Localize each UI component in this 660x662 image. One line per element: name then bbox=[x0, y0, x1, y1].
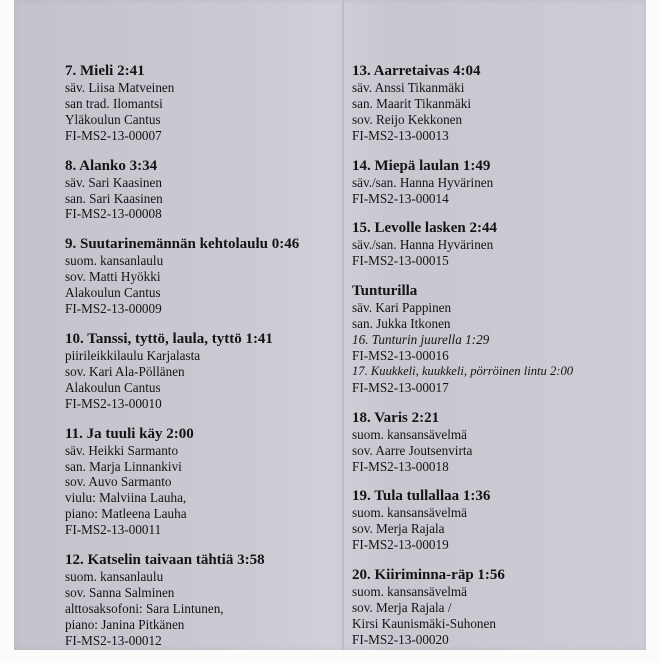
track-16-title: 16. Tunturin juurella 1:29 bbox=[352, 332, 490, 348]
isrc-code: FI-MS2-13-00008 bbox=[65, 206, 162, 222]
credit-line: suom. kansansävelmä bbox=[352, 505, 467, 521]
credit-line: sov. Aarre Joutsenvirta bbox=[352, 442, 473, 458]
isrc-code: FI-MS2-13-00016 bbox=[352, 347, 449, 363]
isrc-code: FI-MS2-13-00013 bbox=[352, 127, 449, 143]
track-15 bbox=[352, 219, 642, 269]
credit-line: säv. Anssi Tikanmäki bbox=[352, 80, 465, 95]
isrc-code: FI-MS2-13-00020 bbox=[352, 631, 449, 647]
track-title: 13. Aarretaivas 4:04 bbox=[352, 63, 481, 79]
isrc-code: FI-MS2-13-00012 bbox=[65, 632, 162, 648]
credit-line: san. Maarit Tikanmäki bbox=[352, 95, 472, 111]
credit-line: piano: Matleena Lauha bbox=[65, 506, 187, 522]
credit-line: säv. Liisa Matveinen bbox=[65, 80, 175, 95]
track-12 bbox=[65, 551, 355, 649]
credit-line: sov. Merja Rajala / bbox=[352, 600, 452, 616]
right-column bbox=[352, 62, 642, 661]
credit-line: sov. Auvo Sarmanto bbox=[65, 474, 172, 490]
track-title: 19. Tula tullallaa 1:36 bbox=[352, 488, 491, 505]
isrc-code: FI-MS2-13-00014 bbox=[352, 190, 449, 206]
track-title: 12. Katselin taivaan tähtiä 3:58 bbox=[65, 552, 265, 569]
track-title: 8. Alanko 3:34 bbox=[65, 157, 158, 174]
credit-line: säv./san. Hanna Hyvärinen bbox=[352, 237, 494, 253]
isrc-code: FI-MS2-13-00011 bbox=[65, 522, 162, 538]
credit-line: piano: Janina Pitkänen bbox=[65, 616, 185, 632]
isrc-code: FI-MS2-13-00019 bbox=[352, 537, 449, 553]
credit-line: suom. kansansävelmä bbox=[352, 584, 467, 600]
credit-line: säv. Heikki Sarmanto bbox=[65, 442, 179, 458]
track-title: 20. Kiiriminna-räp 1:56 bbox=[352, 567, 505, 584]
suite-title: Tunturilla bbox=[352, 283, 418, 300]
credit-line: Yläkoulun Cantus bbox=[65, 111, 161, 127]
track-7 bbox=[65, 62, 355, 144]
isrc-code: FI-MS2-13-00018 bbox=[352, 458, 449, 474]
track-title: 11. Ja tuuli käy 2:00 bbox=[65, 425, 194, 442]
credit-line: säv. Kari Pappinen bbox=[352, 300, 452, 316]
credit-line: sov. Matti Hyökki bbox=[65, 269, 161, 285]
credit-line: san. Marja Linnankivi bbox=[65, 458, 182, 474]
credit-line: sov. Kari Ala-Pöllänen bbox=[65, 363, 185, 379]
credit-line: sov. Sanna Salminen bbox=[65, 584, 175, 600]
track-13 bbox=[352, 62, 642, 144]
track-9 bbox=[65, 235, 355, 317]
track-17-title: 17. Kuukkeli, kuukkeli, pörröinen lintu 2:00 bbox=[352, 363, 574, 378]
credit-line: piirileikkilaulu Karjalasta bbox=[65, 347, 201, 363]
credit-line: Alakoulun Cantus bbox=[65, 285, 161, 301]
track-19 bbox=[352, 487, 642, 553]
left-column bbox=[65, 62, 355, 662]
isrc-code: FI-MS2-13-00017 bbox=[352, 379, 449, 395]
track-title: 10. Tanssi, tyttö, laula, tyttö 1:41 bbox=[65, 330, 273, 347]
track-18 bbox=[352, 409, 642, 475]
credit-line: san. Sari Kaasinen bbox=[65, 190, 163, 206]
credit-line: Kirsi Kaunismäki-Suhonen bbox=[352, 615, 496, 631]
track-10 bbox=[65, 330, 355, 412]
credit-line: san trad. Ilomantsi bbox=[65, 95, 163, 111]
suite-tunturilla bbox=[352, 282, 642, 395]
isrc-code: FI-MS2-13-00015 bbox=[352, 253, 449, 269]
track-20 bbox=[352, 566, 642, 648]
isrc-code: FI-MS2-13-00009 bbox=[65, 301, 162, 317]
track-8 bbox=[65, 157, 355, 223]
credit-line: Alakoulun Cantus bbox=[65, 379, 161, 395]
credit-line: säv./san. Hanna Hyvärinen bbox=[352, 174, 494, 190]
track-title: 9. Suutarinemännän kehtolaulu 0:46 bbox=[65, 236, 300, 253]
track-14 bbox=[352, 157, 642, 207]
track-11 bbox=[65, 425, 355, 538]
isrc-code: FI-MS2-13-00010 bbox=[65, 395, 162, 411]
credit-line: suom. kansanlaulu bbox=[65, 253, 164, 269]
credit-line: suom. kansansävelmä bbox=[352, 426, 467, 442]
track-title: 14. Miepä laulan 1:49 bbox=[352, 157, 491, 174]
track-title: 15. Levolle lasken 2:44 bbox=[352, 220, 497, 237]
credit-line: suom. kansanlaulu bbox=[65, 569, 164, 585]
track-title: 7. Mieli 2:41 bbox=[65, 63, 145, 79]
credit-line: sov. Reijo Kekkonen bbox=[352, 111, 463, 127]
booklet-page bbox=[14, 0, 646, 650]
credit-line: viulu: Malviina Lauha, bbox=[65, 490, 187, 506]
credit-line: säv. Sari Kaasinen bbox=[65, 174, 162, 190]
isrc-code: FI-MS2-13-00007 bbox=[65, 127, 162, 143]
credit-line: san. Jukka Itkonen bbox=[352, 316, 451, 332]
track-title: 18. Varis 2:21 bbox=[352, 409, 440, 426]
credit-line: alttosaksofoni: Sara Lintunen, bbox=[65, 600, 224, 616]
credit-line: sov. Merja Rajala bbox=[352, 521, 445, 537]
